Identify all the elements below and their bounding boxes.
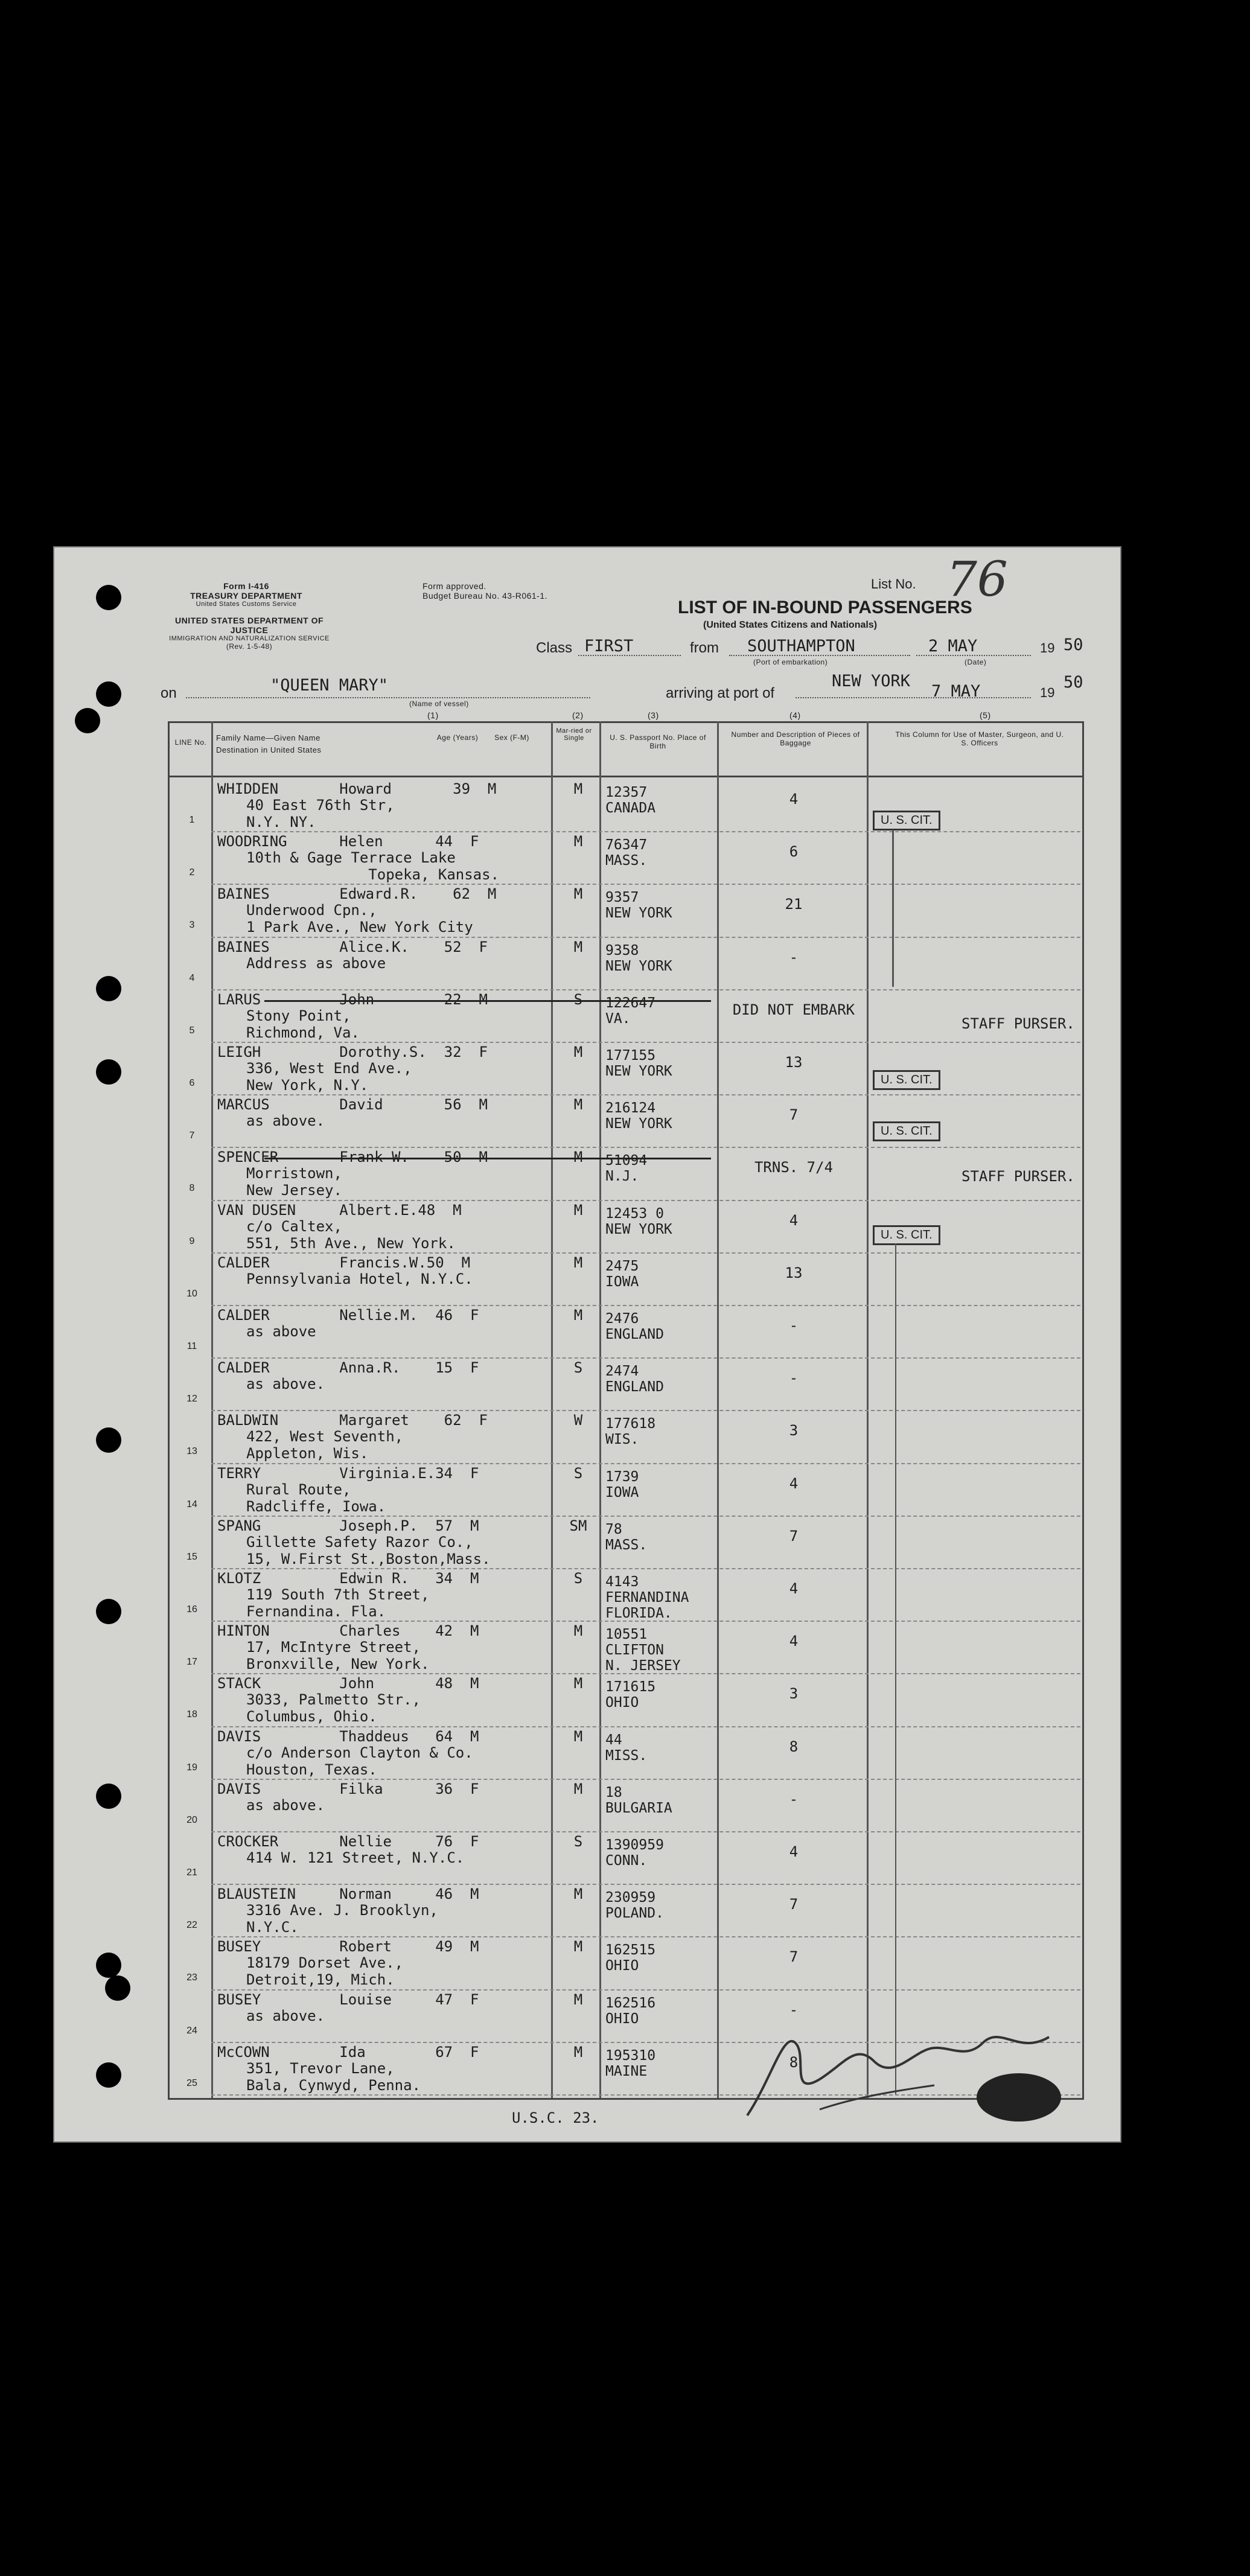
row-destination: 351, Trevor Lane, Bala, Cynwyd, Penna. (246, 2059, 421, 2094)
row-baggage: 7 (789, 1896, 799, 1913)
row-destination: Underwood Cpn., 1 Park Ave., New York City (246, 902, 473, 936)
bracket-line (892, 830, 894, 987)
punch-hole (96, 681, 121, 707)
from-underline (729, 655, 910, 656)
row-destination: as above (246, 1323, 316, 1340)
row-line-number: 17 (187, 1657, 197, 1668)
row-passport-birthplace: 177618 WIS. (605, 1416, 656, 1448)
row-marital-status: M (573, 1254, 583, 1271)
punch-hole (96, 585, 121, 610)
row-divider (211, 1884, 1080, 1885)
row-marital-status: M (573, 2043, 583, 2061)
row-name-age-sex: VAN DUSEN Albert.E.48 M (217, 1201, 462, 1219)
row-line-number: 9 (189, 1235, 195, 1246)
row-baggage: 4 (789, 1843, 799, 1860)
form-header-justice (159, 616, 340, 651)
row-passport-birthplace: 230959 POLAND. (605, 1890, 664, 1922)
row-marital-status: S (573, 1570, 583, 1587)
row-destination: Stony Point, Richmond, Va. (246, 1007, 360, 1041)
row-baggage: 4 (789, 1211, 799, 1229)
row-divider (211, 1568, 1080, 1569)
row-baggage: 21 (785, 896, 803, 913)
arrival-underline (796, 697, 1031, 698)
row-line-number: 18 (187, 1709, 197, 1720)
col-num-3: (3) (648, 710, 659, 720)
row-marital-status: M (573, 1149, 583, 1166)
row-passport-birthplace: 162516 OHIO (605, 1995, 656, 2027)
row-line-number: 7 (189, 1130, 195, 1141)
row-passport-birthplace: 122647 VA. (605, 995, 656, 1027)
row-name-age-sex: CROCKER Nellie 76 F (217, 1833, 479, 1850)
row-marital-status: M (573, 1096, 583, 1114)
row-name-age-sex: SPANG Joseph.P. 57 M (217, 1517, 479, 1534)
row-destination: as above. (246, 1112, 325, 1130)
row-baggage: 13 (785, 1264, 803, 1281)
form-header-left (174, 581, 319, 608)
col-header-line-no: LINE No. (174, 738, 207, 747)
form-revision: (Rev. 1-5-48) (226, 642, 273, 651)
row-divider (211, 937, 1080, 938)
row-marital-status: M (573, 938, 583, 955)
officer-signature (735, 2007, 1073, 2128)
row-marital-status: M (573, 885, 583, 903)
row-baggage: 7 (789, 1106, 799, 1124)
form-number: Form I-416 (223, 581, 269, 591)
year-prefix-1: 19 (1040, 640, 1055, 655)
punch-hole (96, 976, 121, 1001)
row-destination: 336, West End Ave., New York, N.Y. (246, 1060, 412, 1094)
punch-hole (105, 1975, 130, 2001)
year-2: 50 (1063, 673, 1083, 692)
arriving-label: arriving at port of (666, 685, 775, 701)
row-marital-status: S (573, 1359, 583, 1377)
page-title: LIST OF IN-BOUND PASSENGERS (678, 598, 972, 617)
row-destination: 17, McIntyre Street, Bronxville, New York. (246, 1639, 430, 1673)
row-name-age-sex: HINTON Charles 42 M (217, 1622, 479, 1640)
row-divider (211, 1779, 1080, 1780)
col-header-name: Family Name—Given Name (216, 733, 320, 742)
row-baggage: - (789, 2001, 799, 2018)
row-line-number: 1 (189, 815, 195, 825)
col-header-destination: Destination in United States (216, 745, 322, 754)
row-destination: as above. (246, 1376, 325, 1393)
row-name-age-sex: DAVIS Thaddeus 64 M (217, 1727, 479, 1745)
row-passport-birthplace: 195310 MAINE (605, 2047, 656, 2079)
row-baggage: TRNS. 7/4 (754, 1159, 834, 1176)
row-baggage: - (789, 1790, 799, 1808)
manifest-page (53, 546, 1121, 2143)
row-passport-birthplace: 44 MISS. (605, 1732, 648, 1764)
row-divider (211, 831, 1080, 832)
row-name-age-sex: LEIGH Dorothy.S. 32 F (217, 1044, 488, 1060)
row-destination: Address as above (246, 954, 386, 972)
row-name-age-sex: SPENCER Frank W. 50 M (217, 1149, 488, 1166)
row-line-number: 6 (189, 1078, 195, 1088)
row-line-number: 16 (187, 1604, 197, 1615)
row-baggage: 3 (789, 1422, 799, 1439)
row-line-number: 2 (189, 867, 195, 878)
embarkation-date: 2 MAY (928, 637, 978, 655)
row-baggage: - (789, 1317, 799, 1334)
row-line-number: 14 (187, 1499, 197, 1510)
dept-treasury-sub: United States Customs Service (196, 601, 297, 608)
row-divider (211, 1410, 1080, 1411)
punch-hole (96, 1059, 121, 1085)
row-destination: Morristown, New Jersey. (246, 1165, 342, 1199)
vessel-caption: (Name of vessel) (409, 700, 469, 708)
row-destination: Gillette Safety Razor Co., 15, W.First St.,Boston,Mass. (246, 1533, 491, 1567)
strike-through (264, 1000, 711, 1002)
row-name-age-sex: McCOWN Ida 67 F (217, 2043, 479, 2061)
us-cit-stamp: U. S. CIT. (873, 1121, 940, 1141)
staff-purser-label: STAFF PURSER. (961, 1168, 1075, 1185)
us-cit-stamp: U. S. CIT. (873, 1070, 940, 1090)
from-label: from (690, 640, 719, 656)
row-passport-birthplace: 78 MASS. (605, 1521, 648, 1553)
row-line-number: 12 (187, 1394, 197, 1404)
row-line-number: 15 (187, 1551, 197, 1562)
row-line-number: 5 (189, 1025, 195, 1036)
row-divider (211, 1463, 1080, 1464)
row-marital-status: M (573, 1886, 583, 1903)
punch-hole (96, 1784, 121, 1809)
row-name-age-sex: BUSEY Louise 47 F (217, 1991, 479, 2008)
row-passport-birthplace: 12453 0 NEW YORK (605, 1205, 672, 1237)
row-passport-birthplace: 1739 IOWA (605, 1468, 639, 1500)
col-num-5: (5) (980, 710, 991, 720)
col-header-age: Age (Years) (436, 733, 479, 742)
staff-purser-label: STAFF PURSER. (961, 1015, 1075, 1032)
row-line-number: 22 (187, 1920, 197, 1931)
vessel-name: "QUEEN MARY" (270, 676, 389, 695)
row-destination: 3316 Ave. J. Brooklyn, N.Y.C. (246, 1902, 438, 1936)
row-divider (211, 884, 1080, 885)
row-baggage: - (789, 1369, 799, 1387)
row-destination: Pennsylvania Hotel, N.Y.C. (246, 1270, 473, 1287)
row-divider (211, 1621, 1080, 1622)
row-baggage: 7 (789, 1527, 799, 1545)
dept-justice-sub: IMMIGRATION AND NATURALIZATION SERVICE (169, 635, 330, 642)
row-passport-birthplace: 2476 ENGLAND (605, 1311, 664, 1342)
arrival-port: NEW YORK (832, 672, 911, 690)
year-prefix-2: 19 (1040, 685, 1055, 700)
row-name-age-sex: BAINES Edward.R. 62 M (217, 885, 497, 903)
row-passport-birthplace: 216124 NEW YORK (605, 1100, 672, 1132)
row-divider (211, 989, 1080, 990)
row-destination: Rural Route, Radcliffe, Iowa. (246, 1481, 386, 1515)
row-marital-status: M (573, 1938, 583, 1956)
col-header-passport: U. S. Passport No. Place of Birth (610, 733, 706, 750)
row-passport-birthplace: 51094 N.J. (605, 1153, 648, 1185)
dept-justice: UNITED STATES DEPARTMENT OF JUSTICE (174, 616, 324, 635)
row-baggage: 4 (789, 1633, 799, 1650)
row-line-number: 8 (189, 1183, 195, 1194)
arrival-date: 7 MAY (931, 682, 981, 701)
row-line-number: 23 (187, 1972, 197, 1983)
row-line-number: 11 (187, 1341, 197, 1351)
row-divider (211, 1516, 1080, 1517)
port-embarkation-caption: (Port of embarkation) (753, 658, 828, 666)
punch-hole (96, 1427, 121, 1453)
row-baggage: 8 (789, 2053, 799, 2071)
row-passport-birthplace: 4143 FERNANDINA FLORIDA. (605, 1574, 689, 1621)
row-baggage: 4 (789, 1580, 799, 1597)
us-cit-stamp: U. S. CIT. (873, 1225, 940, 1245)
row-marital-status: M (573, 1622, 583, 1640)
vessel-underline (186, 697, 590, 698)
row-destination: 119 South 7th Street, Fernandina. Fla. (246, 1586, 430, 1620)
row-name-age-sex: STACK John 48 M (217, 1675, 479, 1692)
date-caption: (Date) (965, 658, 987, 666)
row-name-age-sex: CALDER Anna.R. 15 F (217, 1359, 479, 1377)
row-name-age-sex: BLAUSTEIN Norman 46 M (217, 1886, 479, 1903)
row-divider (211, 1042, 1080, 1043)
col-header-sex: Sex (F-M) (494, 733, 529, 742)
row-baggage: 6 (789, 843, 799, 861)
row-passport-birthplace: 12357 CANADA (605, 785, 656, 816)
on-label: on (161, 685, 177, 701)
row-passport-birthplace: 162515 OHIO (605, 1942, 656, 1974)
row-name-age-sex: CALDER Francis.W.50 M (217, 1254, 471, 1271)
row-marital-status: S (573, 1833, 583, 1850)
row-baggage: 3 (789, 1685, 799, 1703)
punch-hole (96, 2062, 121, 2088)
row-name-age-sex: WHIDDEN Howard 39 M (217, 780, 497, 797)
row-marital-status: M (573, 1675, 583, 1692)
row-name-age-sex: CALDER Nellie.M. 46 F (217, 1307, 479, 1324)
strike-through (264, 1158, 711, 1159)
page-subtitle: (United States Citizens and Nationals) (703, 620, 878, 630)
row-passport-birthplace: 2474 ENGLAND (605, 1363, 664, 1395)
row-divider (211, 1726, 1080, 1727)
row-destination: c/o Caltex, 551, 5th Ave., New York. (246, 1217, 456, 1252)
row-line-number: 13 (187, 1446, 197, 1457)
row-passport-birthplace: 1390959 CONN. (605, 1837, 664, 1869)
row-baggage: 8 (789, 1738, 799, 1755)
date-underline (916, 655, 1031, 656)
col-num-2: (2) (572, 710, 584, 720)
class-value: FIRST (584, 637, 634, 655)
row-destination: 18179 Dorset Ave., Detroit,19, Mich. (246, 1954, 404, 1989)
row-baggage: 7 (789, 1948, 799, 1966)
row-marital-status: S (573, 990, 583, 1008)
class-underline (578, 655, 681, 656)
row-baggage: 4 (789, 1475, 799, 1492)
row-passport-birthplace: 171615 OHIO (605, 1679, 656, 1711)
row-marital-status: M (573, 1727, 583, 1745)
bracket-line (895, 1243, 896, 2094)
row-passport-birthplace: 9358 NEW YORK (605, 942, 672, 974)
row-marital-status: W (573, 1412, 583, 1429)
row-divider (211, 1936, 1080, 1937)
row-marital-status: M (573, 1201, 583, 1219)
row-divider (211, 1147, 1080, 1148)
port-embarkation: SOUTHAMPTON (747, 637, 855, 655)
row-line-number: 3 (189, 920, 195, 931)
row-line-number: 19 (187, 1762, 197, 1773)
row-line-number: 25 (187, 2077, 197, 2088)
row-marital-status: M (573, 780, 583, 797)
row-marital-status: S (573, 1464, 583, 1482)
approved-label: Form approved. (423, 581, 486, 591)
row-baggage: - (789, 948, 799, 966)
row-marital-status: M (573, 833, 583, 850)
col-num-1: (1) (427, 710, 439, 720)
row-divider (211, 1200, 1080, 1201)
row-destination: as above. (246, 1796, 325, 1814)
row-divider (211, 1673, 1080, 1674)
row-name-age-sex: BAINES Alice.K. 52 F (217, 938, 488, 955)
us-cit-stamp: U. S. CIT. (873, 811, 940, 831)
list-number-value: 76 (946, 551, 1008, 607)
row-name-age-sex: BUSEY Robert 49 M (217, 1938, 479, 1956)
row-divider (211, 1252, 1080, 1254)
header-divider (168, 776, 1084, 777)
year-1: 50 (1063, 636, 1083, 654)
dept-treasury: TREASURY DEPARTMENT (190, 591, 302, 601)
row-divider (211, 1357, 1080, 1359)
row-passport-birthplace: 9357 NEW YORK (605, 890, 672, 922)
row-marital-status: SM (569, 1517, 587, 1534)
row-line-number: 10 (187, 1288, 197, 1299)
col-header-married: Mar-ried or Single (556, 727, 592, 742)
row-divider (211, 1094, 1080, 1095)
col-num-4: (4) (789, 710, 801, 720)
row-destination: 414 W. 121 Street, N.Y.C. (246, 1849, 465, 1866)
class-label: Class (536, 640, 573, 656)
row-line-number: 21 (187, 1867, 197, 1878)
row-destination: 10th & Gage Terrace Lake Topeka, Kansas. (246, 849, 500, 884)
row-passport-birthplace: 76347 MASS. (605, 837, 648, 869)
row-baggage: 4 (789, 791, 799, 808)
row-name-age-sex: BALDWIN Margaret 62 F (217, 1412, 488, 1429)
col-header-officers: This Column for Use of Master, Surgeon, and U. S. Officers (895, 730, 1064, 747)
row-destination: 40 East 76th Str, N.Y. NY. (246, 797, 395, 831)
row-destination: as above. (246, 2007, 325, 2024)
row-name-age-sex: KLOTZ Edwin R. 34 M (217, 1570, 479, 1587)
row-passport-birthplace: 18 BULGARIA (605, 1784, 672, 1816)
budget-number: Budget Bureau No. 43-R061-1. (423, 591, 548, 601)
row-divider (211, 1831, 1080, 1832)
punch-hole (75, 708, 100, 733)
row-destination: 3033, Palmetto Str., Columbus, Ohio. (246, 1691, 421, 1726)
row-marital-status: M (573, 1044, 583, 1060)
list-number-label: List No. (871, 576, 916, 591)
row-marital-status: M (573, 1307, 583, 1324)
row-divider (211, 1989, 1080, 1991)
row-destination: 422, West Seventh, Appleton, Wis. (246, 1428, 404, 1462)
row-passport-birthplace: 2475 IOWA (605, 1258, 639, 1290)
row-name-age-sex: MARCUS David 56 M (217, 1096, 488, 1114)
row-name-age-sex: WOODRING Helen 44 F (217, 833, 479, 850)
punch-hole (96, 1953, 121, 1978)
punch-hole (96, 1599, 121, 1624)
row-line-number: 20 (187, 1814, 197, 1825)
row-divider (211, 1305, 1080, 1306)
row-destination: c/o Anderson Clayton & Co. Houston, Texas. (246, 1744, 473, 1778)
row-marital-status: M (573, 1991, 583, 2008)
row-baggage: 13 (785, 1054, 803, 1071)
row-baggage: DID NOT EMBARK (732, 1001, 855, 1018)
row-line-number: 4 (189, 972, 195, 983)
form-approved (423, 581, 547, 601)
col-header-baggage: Number and Description of Pieces of Baggage (731, 730, 860, 747)
row-marital-status: M (573, 1780, 583, 1797)
form-footer: U.S.C. 23. (512, 2109, 599, 2126)
row-line-number: 24 (187, 2025, 197, 2036)
row-passport-birthplace: 10551 CLIFTON N. JERSEY (605, 1627, 681, 1674)
row-passport-birthplace: 177155 NEW YORK (605, 1048, 672, 1079)
row-name-age-sex: DAVIS Filka 36 F (217, 1780, 479, 1797)
row-name-age-sex: TERRY Virginia.E.34 F (217, 1464, 479, 1482)
row-name-age-sex: LARUS John 22 M (217, 990, 488, 1008)
